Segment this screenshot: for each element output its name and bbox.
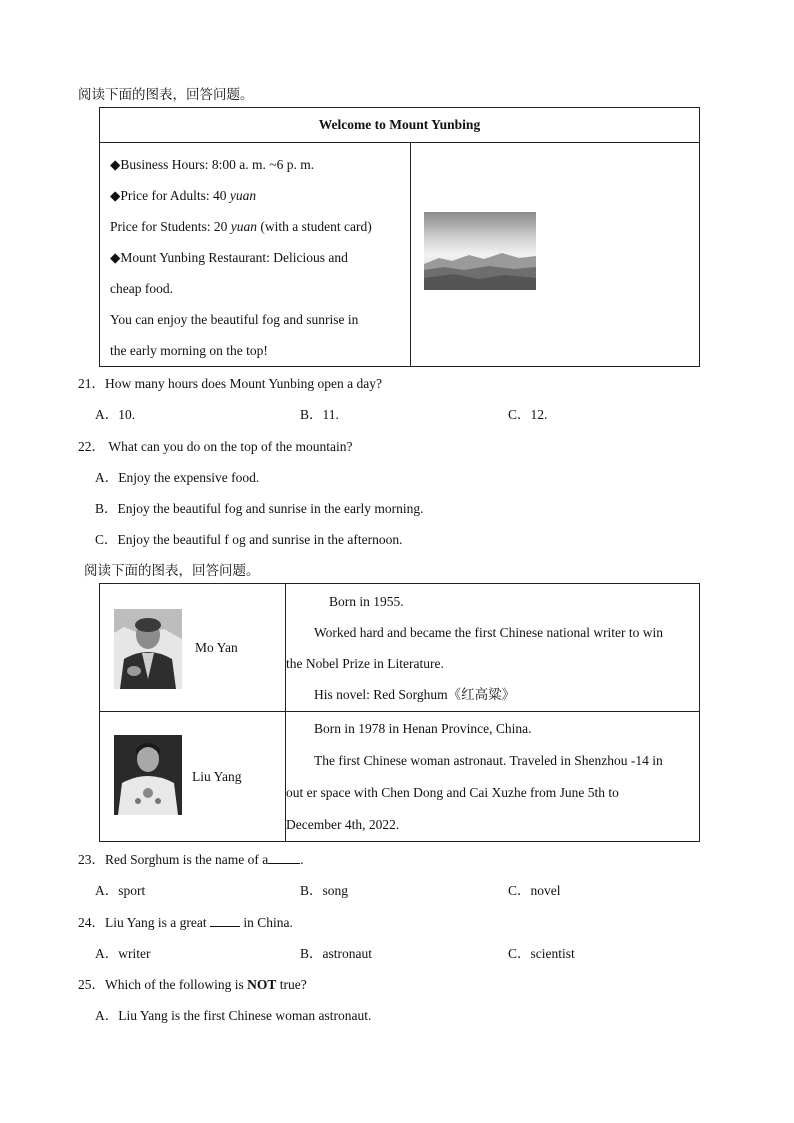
liu-yang-achievement-cont: out er space with Chen Dong and Cai Xuzhe from June 5th to [286,785,619,800]
info-cell [100,143,411,367]
q24-option-a[interactable]: A．writer [95,946,151,961]
mo-yan-name: Mo Yan [195,640,238,655]
q22-option-c[interactable]: C．Enjoy the beautiful f og and sunrise in the afternoon. [95,532,403,547]
q21-option-c[interactable]: C．12. [508,407,548,422]
liu-yang-achievement-end: December 4th, 2022. [286,817,400,832]
answer-blank[interactable] [210,914,240,927]
question-21: 21．How many hours does Mount Yunbing open a day? [78,376,382,391]
question-23: 23．Red Sorghum is the name of a . [78,852,304,867]
q24-option-b[interactable]: B．astronaut [300,946,373,961]
question-25: 25．Which of the following is NOT true? [78,977,307,992]
info-line-enjoy-cont: the early morning on the top! [110,343,268,358]
table-title-cell [100,108,700,143]
q21-option-a[interactable]: A．10. [95,407,136,422]
mo-yan-photo [114,609,182,689]
mo-yan-profile-cell [100,584,286,712]
q23-option-b[interactable]: B．song [300,883,349,898]
mo-yan-achievement: Worked hard and became the first Chinese national writer to win [314,625,664,640]
mountain-sea-of-clouds-photo [424,212,536,290]
info-line-hours: ◆Business Hours: 8:00 a. m. ~6 p. m. [110,157,315,172]
table-title: Welcome to Mount Yunbing [318,117,481,132]
mo-yan-achievement-cont: the Nobel Prize in Literature. [286,656,444,671]
answer-blank[interactable] [268,851,300,864]
mo-yan-novel: His novel: Red Sorghum《红高粱》 [314,687,516,702]
info-line-student-price: Price for Students: 20 yuan (with a student card) [110,219,372,234]
q25-option-a[interactable]: A．Liu Yang is the first Chinese woman astronaut. [95,1008,372,1023]
liu-yang-born: Born in 1978 in Henan Province, China. [314,721,532,736]
q22-option-b[interactable]: B．Enjoy the beautiful fog and sunrise in the early morning. [95,501,424,516]
q21-option-b[interactable]: B．11. [300,407,339,422]
q23-option-c[interactable]: C．novel [508,883,561,898]
liu-yang-photo [114,735,182,815]
info-line-restaurant: ◆Mount Yunbing Restaurant: Delicious and [110,250,348,265]
photo-cell [411,143,700,367]
q24-option-c[interactable]: C．scientist [508,946,575,961]
q22-option-a[interactable]: A．Enjoy the expensive food. [95,470,260,485]
liu-yang-profile-cell [100,712,286,842]
mo-yan-born: Born in 1955. [329,594,404,609]
section-1-instruction: 阅读下面的图表，回答问题。 [78,87,254,103]
liu-yang-name: Liu Yang [192,769,242,784]
info-line-enjoy: You can enjoy the beautiful fog and sunrise in [110,312,359,327]
mo-yan-info-cell [286,584,700,712]
liu-yang-achievement: The first Chinese woman astronaut. Traveled in Shenzhou -14 in [314,753,663,768]
info-line-adult-price: ◆Price for Adults: 40 yuan [110,188,257,203]
question-24: 24．Liu Yang is a great in China. [78,915,293,930]
q23-option-a[interactable]: A．sport [95,883,146,898]
people-table [99,583,700,842]
section-2-instruction: 阅读下面的图表，回答问题。 [84,563,260,579]
mount-yunbing-table [99,107,700,367]
liu-yang-info-cell [286,712,700,842]
info-line-restaurant-cont: cheap food. [110,281,173,296]
question-22: 22． What can you do on the top of the mountain? [78,439,353,454]
